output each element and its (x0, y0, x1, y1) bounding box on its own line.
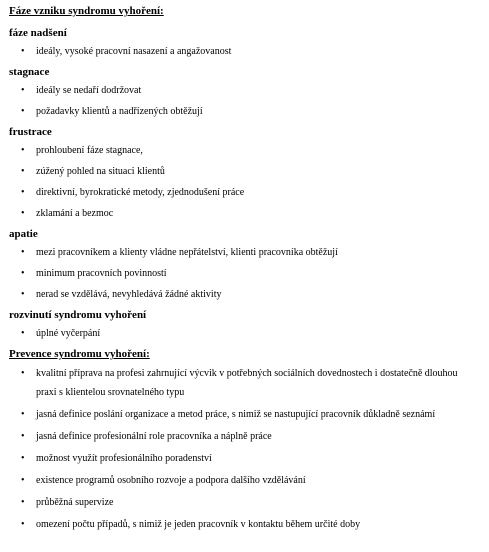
bullet-icon: • (21, 106, 25, 117)
list-item (9, 405, 485, 424)
list-item-text: úplné vyčerpání (36, 328, 101, 339)
phase-title: fáze nadšení (9, 27, 67, 39)
prevention-list (9, 364, 485, 534)
list-item (9, 207, 485, 220)
phase-title: rozvinutí syndromu vyhoření (9, 309, 147, 321)
list-item-text: minimum pracovních povinností (36, 268, 167, 279)
bullet-icon: • (21, 187, 25, 198)
phase-list (9, 84, 485, 118)
list-item (9, 105, 485, 118)
bullet-icon: • (21, 166, 25, 177)
document-page (9, 5, 485, 537)
list-item (9, 515, 485, 534)
list-item-text: možnost využít profesionálního poradenství (36, 453, 212, 464)
bullet-icon: • (21, 431, 25, 442)
list-item (9, 427, 485, 446)
heading-phases: Fáze vzniku syndromu vyhoření: (9, 5, 164, 17)
list-item (9, 471, 485, 490)
list-item-text: kvalitní příprava na profesi zahrnující výcvik v potřebných sociálních dovednostech i dostatečně dlouhou praxi s klientelou srovnatelného typu (36, 368, 458, 398)
prevention-section (9, 348, 485, 534)
list-item-text: jasná definice poslání organizace a metod práce, s nimiž se nastupující pracovník důkladně seznámí (36, 409, 436, 420)
list-item (9, 288, 485, 301)
list-item (9, 186, 485, 199)
list-item-text: ideály se nedaří dodržovat (36, 85, 142, 96)
list-item-text: existence programů osobního rozvoje a podpora dalšího vzdělávání (36, 475, 306, 486)
list-item-text: prohloubení fáze stagnace, (36, 145, 143, 156)
list-item-text: zúžený pohled na situaci klientů (36, 166, 165, 177)
phase-section (9, 228, 485, 301)
bullet-icon: • (21, 85, 25, 96)
bullet-icon: • (21, 453, 25, 464)
bullet-icon: • (21, 475, 25, 486)
phase-title: stagnace (9, 66, 50, 78)
bullet-icon: • (21, 46, 25, 57)
list-item-text: průběžná supervize (36, 497, 114, 508)
phase-list (9, 45, 485, 58)
list-item (9, 327, 485, 340)
phase-title: apatie (9, 228, 38, 240)
phase-list (9, 144, 485, 220)
list-item (9, 165, 485, 178)
list-item (9, 84, 485, 97)
bullet-icon: • (21, 409, 25, 420)
list-item-text: ideály, vysoké pracovní nasazení a angažovanost (36, 46, 232, 57)
bullet-icon: • (21, 208, 25, 219)
list-item-text: omezení počtu případů, s nimiž je jeden pracovník v kontaktu během určité doby (36, 519, 361, 530)
list-item (9, 493, 485, 512)
phase-list (9, 327, 485, 340)
list-item (9, 246, 485, 259)
bullet-icon: • (21, 247, 25, 258)
list-item-text: zklamání a bezmoc (36, 208, 114, 219)
list-item (9, 449, 485, 468)
list-item (9, 364, 485, 402)
heading-prevention: Prevence syndromu vyhoření: (9, 348, 150, 360)
list-item-text: direktivní, byrokratické metody, zjednodušení práce (36, 187, 245, 198)
list-item-text: mezi pracovníkem a klienty vládne nepřátelství, klienti pracovníka obtěžují (36, 247, 338, 258)
list-item (9, 45, 485, 58)
bullet-icon: • (21, 289, 25, 300)
bullet-icon: • (21, 145, 25, 156)
list-item-text: požadavky klientů a nadřízených obtěžují (36, 106, 203, 117)
list-item (9, 267, 485, 280)
phase-section (9, 66, 485, 118)
list-item-text: nerad se vzdělává, nevyhledává žádné aktivity (36, 289, 222, 300)
phase-title: frustrace (9, 126, 52, 138)
phase-section (9, 309, 485, 340)
bullet-icon: • (21, 519, 25, 530)
bullet-icon: • (21, 328, 25, 339)
list-item-text: jasná definice profesionální role pracovníka a náplně práce (36, 431, 272, 442)
list-item (9, 144, 485, 157)
bullet-icon: • (21, 497, 25, 508)
phase-list (9, 246, 485, 301)
bullet-icon: • (21, 368, 25, 379)
phase-section (9, 126, 485, 220)
phase-section (9, 27, 485, 58)
bullet-icon: • (21, 268, 25, 279)
